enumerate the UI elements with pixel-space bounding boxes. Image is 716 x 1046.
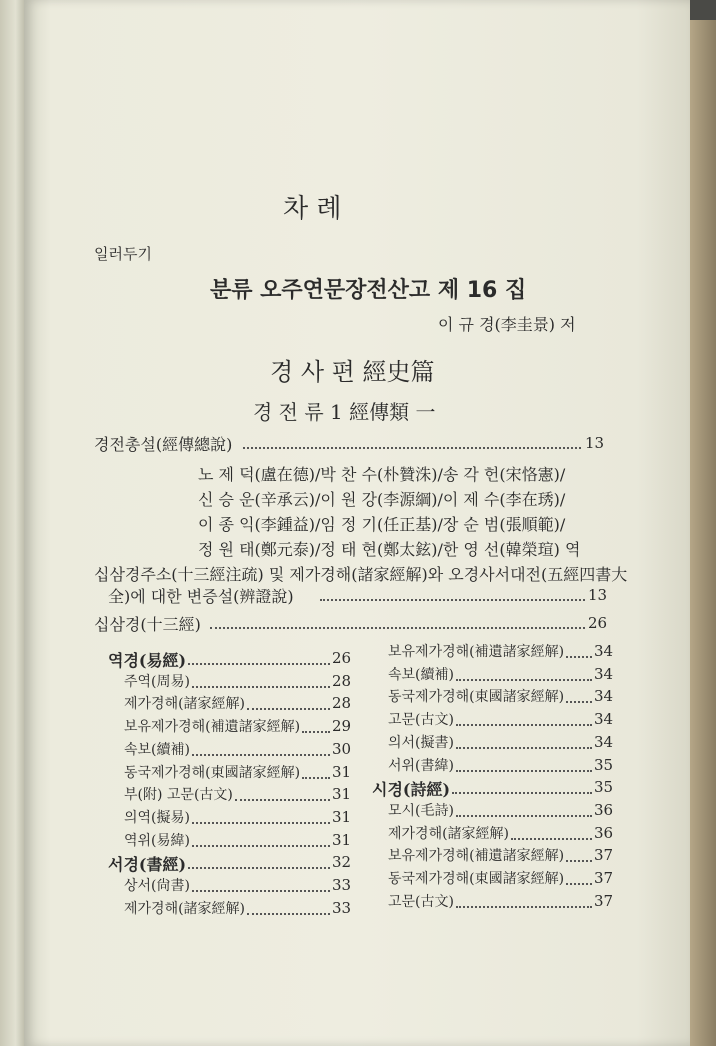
leader-dots (188, 867, 330, 869)
toc-subentry-label[interactable]: 동국제가경해(東國諸家經解) (388, 689, 565, 706)
page-number: 33 (332, 876, 352, 894)
page-number: 37 (594, 846, 614, 865)
page-number: 37 (594, 869, 614, 887)
section-title: 경 사 편 經史篇 (270, 358, 435, 386)
page-number: 34 (594, 732, 614, 751)
toc-subentry-label[interactable]: 제가경해(諸家經解) (388, 825, 510, 842)
leader-dots (302, 777, 330, 779)
leader-dots (456, 747, 592, 749)
toc-entry-label-cont[interactable]: 全)에 대한 변증설(辨證說) (108, 587, 294, 606)
page-number: 26 (332, 649, 352, 667)
page-number: 26 (588, 614, 608, 632)
leader-dots (456, 815, 592, 817)
intro-link[interactable]: 일러두기 (94, 245, 152, 263)
left-page-edge (0, 0, 26, 1046)
leader-dots (566, 701, 592, 703)
page-number: 31 (332, 785, 352, 804)
toc-subentry-label[interactable]: 보유제가경해(補遺諸家經解) (124, 719, 301, 736)
toc-entry-label[interactable]: 십삼경주소(十三經注疏) 및 제가경해(諸家經解)와 오경사서대전(五經四書大 (94, 565, 628, 584)
page-number: 34 (594, 664, 614, 683)
toc-subentry-label[interactable]: 보유제가경해(補遺諸家經解) (388, 644, 565, 660)
page-number: 31 (332, 830, 352, 849)
toc-subentry-label[interactable]: 의역(擬易) (124, 809, 190, 826)
leader-dots (192, 686, 330, 688)
translator-line: 노 제 덕(盧在德)/박 찬 수(朴贊洙)/송 각 헌(宋恪憲)/ (198, 465, 566, 484)
leader-dots (210, 627, 585, 629)
book-edge (690, 20, 716, 1046)
toc-subentry-label[interactable]: 역경(易經) (108, 651, 187, 670)
page-number: 13 (585, 434, 605, 452)
leader-dots (192, 754, 330, 756)
toc-title: 차 례 (283, 194, 342, 224)
toc-subentry-label[interactable]: 모시(毛詩) (388, 802, 454, 819)
page-number: 36 (594, 823, 614, 842)
page-number: 35 (594, 755, 614, 774)
toc-subentry-label[interactable]: 동국제가경해(東國諸家經解) (388, 871, 565, 887)
page-number: 34 (594, 642, 614, 660)
leader-dots (566, 656, 592, 658)
page-number: 37 (594, 891, 614, 910)
leader-dots (566, 883, 592, 885)
leader-dots (243, 447, 581, 449)
toc-subentry-label[interactable]: 상서(尙書) (124, 878, 190, 894)
leader-dots (452, 792, 592, 794)
toc-subentry-label[interactable]: 부(附) 고문(古文) (124, 787, 233, 804)
page-number: 28 (332, 671, 352, 690)
toc-subentry-label[interactable]: 주역(周易) (124, 673, 190, 690)
toc-subentry-label[interactable]: 역위(易緯) (124, 832, 190, 849)
toc-subentry-label[interactable]: 제가경해(諸家經解) (124, 900, 246, 917)
leader-dots (302, 731, 330, 733)
page-number: 35 (594, 778, 614, 797)
leader-dots (192, 822, 330, 824)
toc-subentry-label[interactable]: 동국제가경해(東國諸家經解) (124, 764, 301, 781)
page-number: 34 (594, 710, 614, 729)
leader-dots (320, 599, 585, 601)
leader-dots (456, 906, 592, 908)
toc-subentry-label[interactable]: 속보(續補) (388, 666, 454, 683)
leader-dots (511, 838, 592, 840)
page-number: 36 (594, 800, 614, 819)
toc-entry-label[interactable]: 경전총설(經傳總說) (94, 435, 233, 454)
toc-subentry-label[interactable]: 시경(詩經) (372, 780, 451, 800)
toc-subentry-label[interactable]: 보유제가경해(補遺諸家經解) (388, 848, 565, 865)
toc-subentry-label[interactable]: 서경(書經) (108, 855, 187, 875)
page-number: 28 (332, 694, 352, 713)
leader-dots (247, 708, 330, 710)
leader-dots (456, 679, 592, 681)
translator-line: 신 승 운(辛承云)/이 원 강(李源綱)/이 제 수(李在琇)/ (198, 490, 566, 509)
page-number: 13 (588, 586, 608, 604)
toc-subentry-label[interactable]: 속보(續補) (124, 741, 190, 758)
author-line: 이 규 경(李圭景) 저 (438, 315, 576, 334)
page-number: 29 (332, 717, 352, 736)
leader-dots (188, 663, 330, 665)
toc-entry-label[interactable]: 십삼경(十三經) (94, 615, 201, 634)
page-number: 34 (594, 687, 614, 706)
leader-dots (456, 724, 592, 726)
page-number: 32 (332, 853, 352, 872)
toc-subentry-label[interactable]: 제가경해(諸家經解) (124, 696, 246, 713)
translator-line: 이 종 익(李鍾益)/임 정 기(任正基)/장 순 범(張順範)/ (198, 515, 566, 534)
leader-dots (192, 845, 330, 847)
toc-subentry-label[interactable]: 의서(擬書) (388, 734, 454, 751)
series-title: 분류 오주연문장전산고 제 16 집 (210, 278, 527, 303)
page-number: 31 (332, 762, 352, 781)
leader-dots (247, 913, 330, 915)
toc-subentry-label[interactable]: 고문(古文) (388, 893, 454, 910)
page-number: 33 (332, 898, 352, 917)
section-subtitle: 경 전 류 1 經傳類 一 (253, 400, 436, 424)
leader-dots (235, 799, 330, 801)
toc-subentry-label[interactable]: 고문(古文) (388, 712, 454, 729)
leader-dots (456, 770, 592, 772)
page-number: 31 (332, 807, 352, 826)
translator-line: 정 원 태(鄭元泰)/정 태 현(鄭太鉉)/한 영 선(韓榮瑄) 역 (198, 540, 581, 559)
leader-dots (192, 890, 330, 892)
toc-subentry-label[interactable]: 서위(書緯) (388, 757, 454, 774)
leader-dots (566, 860, 592, 862)
page-number: 30 (332, 739, 352, 758)
